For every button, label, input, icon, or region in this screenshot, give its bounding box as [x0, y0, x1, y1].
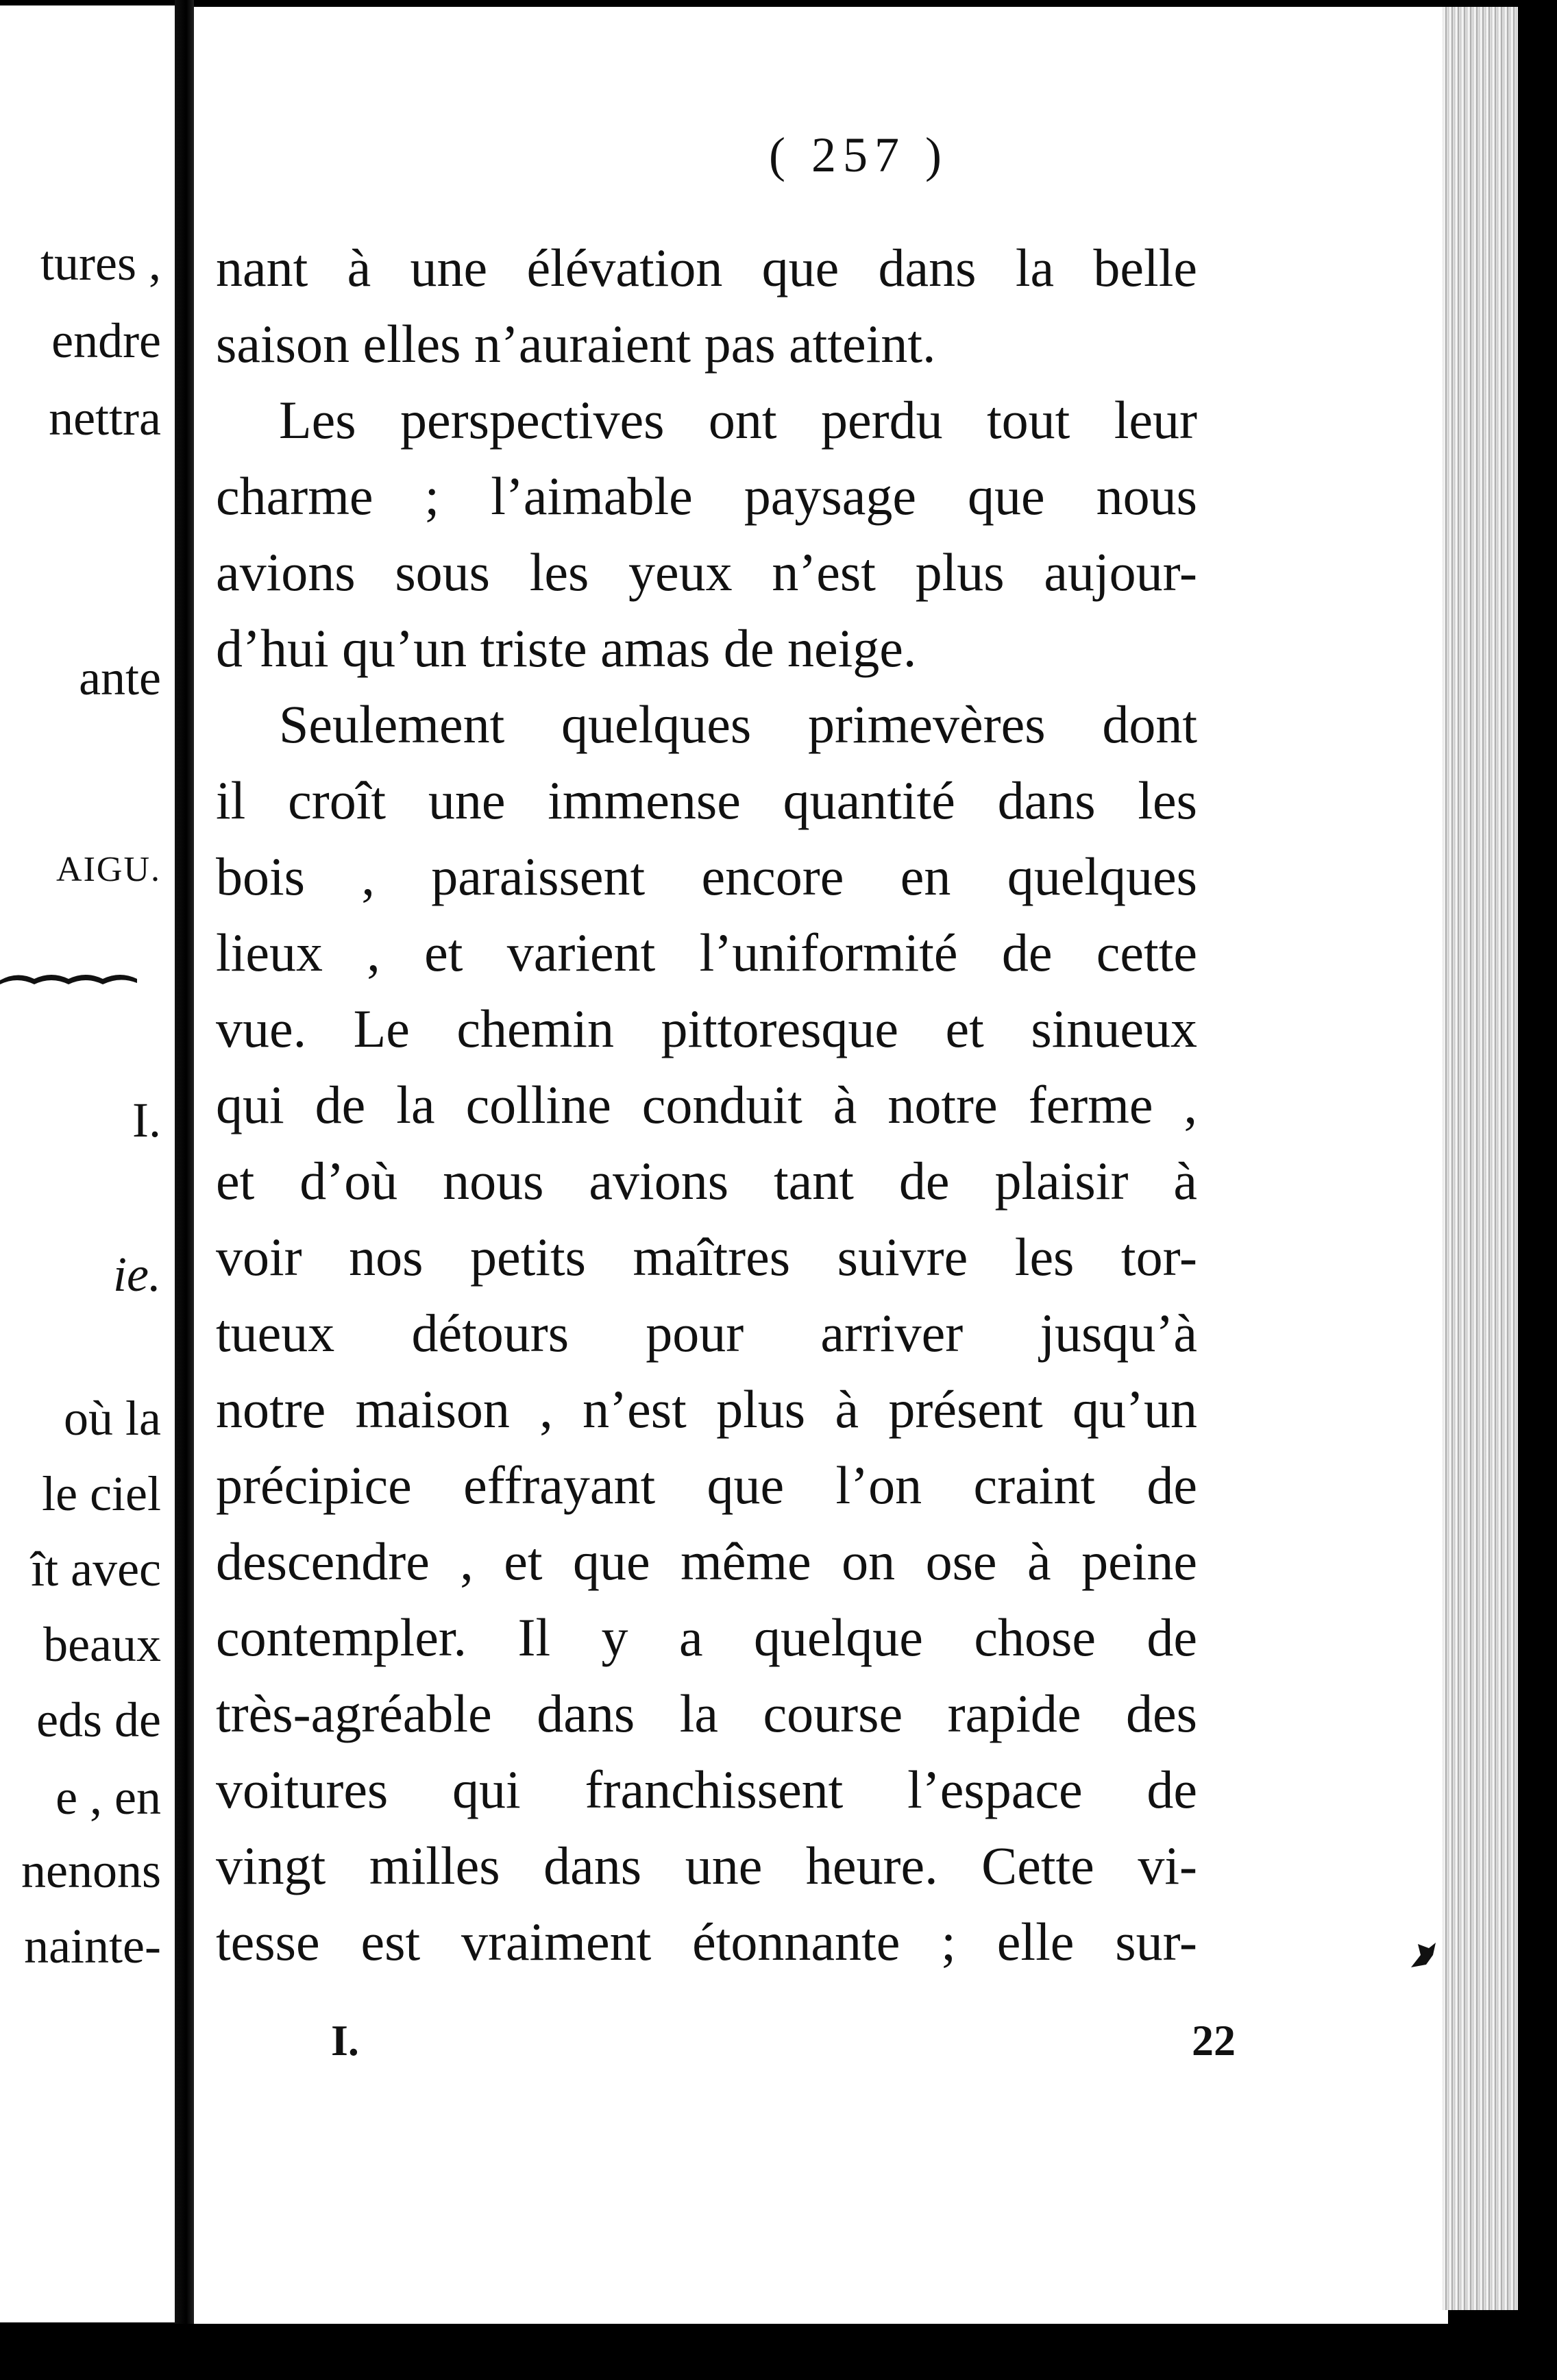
- text-line: et d’où nous avions tant de plaisir à: [216, 1151, 1197, 1211]
- facing-page-left: [0, 5, 175, 2322]
- text-line: voitures qui franchissent l’espace de: [216, 1760, 1197, 1819]
- text-line: d’hui qu’un triste amas de neige.: [216, 618, 917, 678]
- text-line: Les perspectives ont perdu tout leur: [279, 390, 1197, 450]
- text-line: saison elles n’auraient pas atteint.: [216, 314, 936, 374]
- text-line: voir nos petits maîtres suivre les tor-: [216, 1227, 1197, 1287]
- left-page-line: e , en: [56, 1770, 161, 1825]
- left-page-line: eds de: [36, 1692, 161, 1747]
- page-footer: [331, 2015, 1236, 2070]
- left-page-line: le ciel: [42, 1466, 161, 1521]
- text-line: tesse est vraiment étonnante ; elle sur-: [216, 1912, 1197, 1971]
- text-line: tueux détours pour arriver jusqu’à: [216, 1303, 1197, 1363]
- page-number: ( 257 ): [769, 127, 948, 182]
- left-page-line: AIGU.: [56, 850, 161, 889]
- left-page-line: ie.: [113, 1247, 161, 1302]
- text-line: notre maison , n’est plus à présent qu’un: [216, 1379, 1197, 1439]
- ink-mark-icon: [1408, 1940, 1438, 1970]
- left-page-line: nenons: [21, 1843, 161, 1898]
- page-edges: [1443, 7, 1518, 2310]
- text-line: Seulement quelques primevères dont: [279, 694, 1197, 754]
- book-gutter: [175, 0, 194, 2380]
- book-page: [194, 7, 1448, 2324]
- text-line: charme ; l’aimable paysage que nous: [216, 466, 1197, 526]
- scan-border: [0, 2324, 1557, 2380]
- left-page-line: endre: [51, 313, 161, 368]
- text-line: descendre , et que même on ose à peine: [216, 1531, 1197, 1591]
- left-page-line: I.: [132, 1093, 161, 1148]
- left-page-line: nainte-: [24, 1919, 161, 1974]
- left-page-line: ît avec: [31, 1542, 161, 1596]
- text-line: bois , paraissent encore en quelques: [216, 847, 1197, 906]
- text-line: contempler. Il y a quelque chose de: [216, 1607, 1197, 1667]
- ornament-rule: [0, 965, 137, 993]
- volume-number: I.: [331, 2016, 359, 2065]
- text-line: qui de la colline conduit à notre ferme ,: [216, 1075, 1197, 1134]
- text-line: avions sous les yeux n’est plus aujour-: [216, 542, 1197, 602]
- text-line: précipice effrayant que l’on craint de: [216, 1455, 1197, 1515]
- left-page-line: tures ,: [40, 236, 161, 291]
- text-line: vue. Le chemin pittoresque et sinueux: [216, 999, 1197, 1058]
- signature-mark: 22: [1192, 2016, 1236, 2065]
- left-page-line: ante: [79, 651, 161, 705]
- text-line: lieux , et varient l’uniformité de cette: [216, 923, 1197, 982]
- text-line: vingt milles dans une heure. Cette vi-: [216, 1836, 1197, 1895]
- text-line: il croît une immense quantité dans les: [216, 770, 1197, 830]
- left-page-line: où la: [64, 1391, 161, 1446]
- body-text: [216, 230, 1197, 1980]
- text-line: très-agréable dans la course rapide des: [216, 1684, 1197, 1743]
- left-page-line: beaux: [43, 1617, 161, 1672]
- left-page-line: nettra: [49, 391, 161, 446]
- text-line: nant à une élévation que dans la belle: [216, 238, 1197, 298]
